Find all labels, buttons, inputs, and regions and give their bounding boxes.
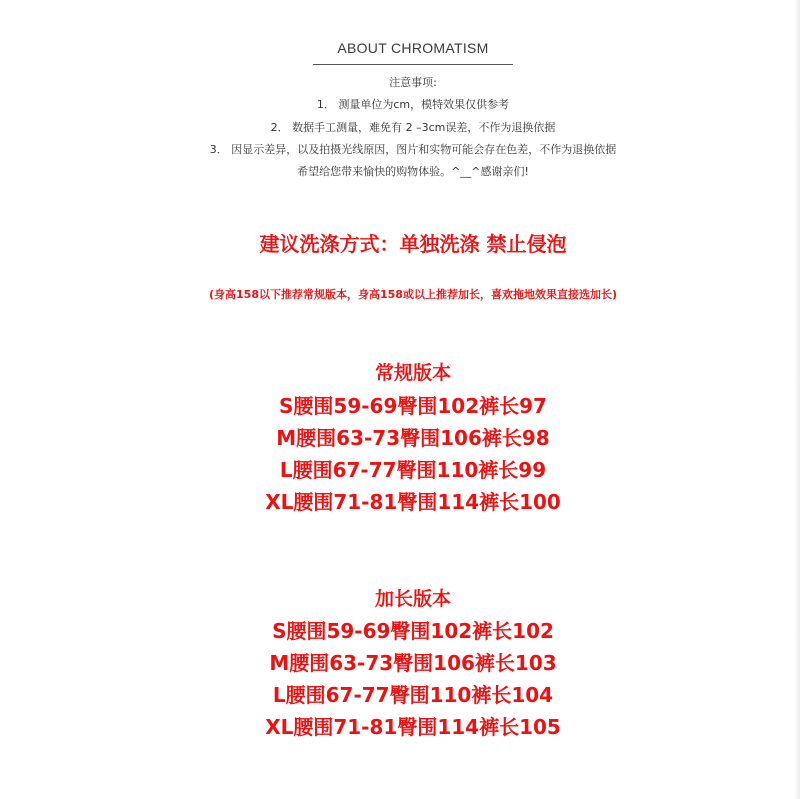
page-edge-shadow: [794, 0, 800, 799]
note-line-2: 2． 数据手工测量，难免有 2 –3cm误差，不作为退换依据: [270, 121, 556, 134]
note-line-4: 希望给您带来愉快的购物体验。^__^感谢亲们!: [297, 165, 529, 178]
note-line-1: 1． 测量单位为cm，模特效果仅供参考: [316, 98, 510, 111]
long-size-m: M腰围63-73臀围106裤长103: [269, 651, 557, 675]
standard-size-s: S腰围59-69臀围102裤长97: [279, 394, 547, 418]
long-size-s: S腰围59-69臀围102裤长102: [272, 619, 554, 643]
wash-instruction: 建议洗涤方式：单独洗涤 禁止侵泡: [259, 232, 567, 256]
standard-version-heading: 常规版本: [374, 362, 451, 384]
standard-size-m: M腰围63-73臀围106裤长98: [276, 426, 550, 450]
chromatism-title: ABOUT CHROMATISM: [337, 40, 489, 56]
standard-size-xl: XL腰围71-81臀围114裤长100: [265, 490, 561, 514]
note-line-3: 3． 因显示差异，以及拍摄光线原因，图片和实物可能会存在色差，不作为退换依据: [209, 143, 617, 156]
standard-size-l: L腰围67-77臀围110裤长99: [279, 458, 547, 482]
height-recommendation: (身高158以下推荐常规版本，身高158或以上推荐加长，喜欢拖地效果直接选加长): [209, 288, 617, 301]
long-version-heading: 加长版本: [374, 588, 451, 610]
notes-heading: 注意事项:: [389, 76, 437, 89]
long-size-l: L腰围67-77臀围110裤长104: [272, 683, 554, 707]
long-size-xl: XL腰围71-81臀围114裤长105: [265, 715, 561, 739]
title-underline: [313, 64, 513, 65]
